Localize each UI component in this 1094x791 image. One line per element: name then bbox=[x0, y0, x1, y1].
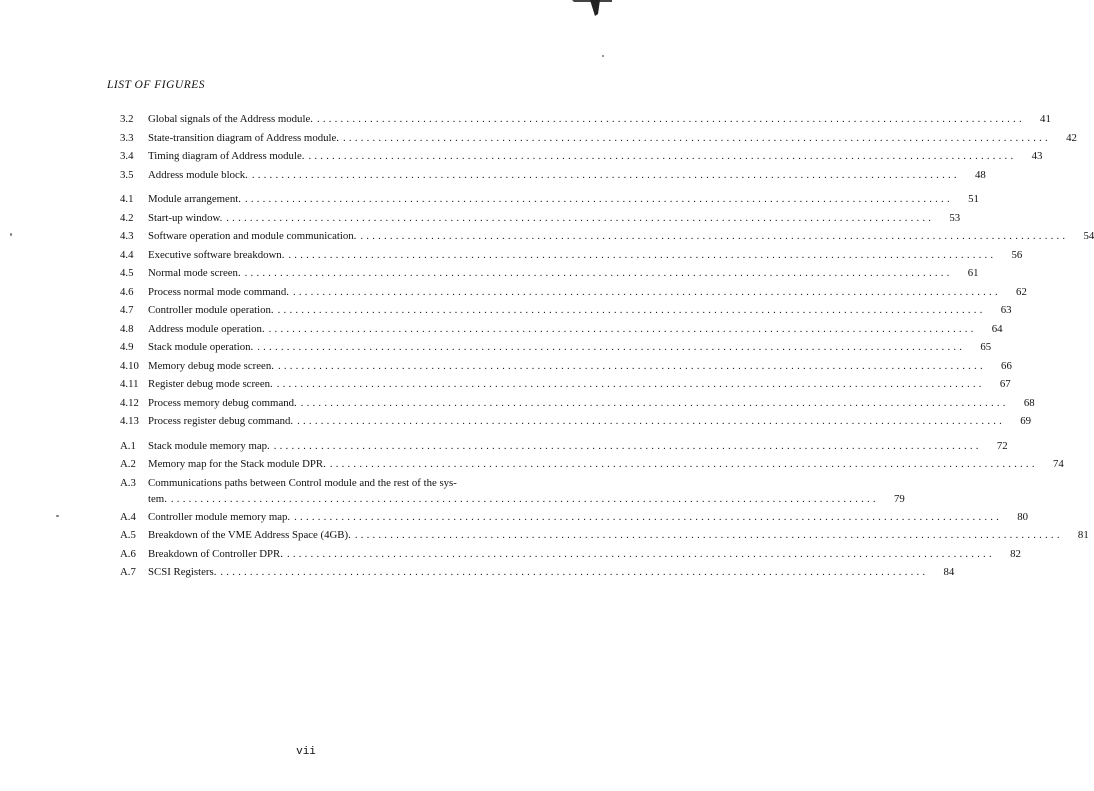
figure-number: 4.13 bbox=[120, 415, 139, 427]
figure-title: Normal mode screen. bbox=[148, 267, 241, 279]
figure-title: Process register debug command. bbox=[148, 415, 294, 427]
toc-entry bbox=[120, 415, 1032, 434]
figure-number: A.2 bbox=[120, 458, 136, 470]
figure-number: 3.3 bbox=[120, 131, 134, 144]
figure-number: 3.5 bbox=[120, 168, 134, 181]
figure-number: A.1 bbox=[120, 439, 136, 452]
toc-entry bbox=[120, 267, 979, 286]
toc-entry bbox=[120, 476, 905, 511]
figure-number: 4.6 bbox=[120, 285, 134, 298]
toc-entry bbox=[120, 529, 1089, 548]
figure-number: 4.3 bbox=[120, 230, 134, 242]
toc-entry-line bbox=[120, 492, 905, 511]
scan-speck bbox=[602, 55, 604, 57]
figure-title-continued: tem. bbox=[148, 492, 167, 505]
figure-title: Address module operation. bbox=[148, 322, 265, 335]
dot-leader: ........................................................................................................................ bbox=[316, 113, 1025, 125]
dot-leader: ........................................................................................................................ bbox=[343, 131, 1051, 144]
dot-leader: ........................................................................................................................ bbox=[288, 248, 997, 261]
figure-page: 63 bbox=[1000, 304, 1012, 316]
figure-page: 43 bbox=[1031, 150, 1043, 162]
figure-page: 51 bbox=[968, 193, 979, 205]
figure-number: 4.5 bbox=[120, 267, 134, 279]
figure-page: 72 bbox=[996, 439, 1008, 452]
figure-page: 41 bbox=[1040, 113, 1051, 125]
figure-title: Global signals of the Address module. bbox=[148, 113, 313, 125]
figure-title: Memory debug mode screen. bbox=[148, 359, 274, 372]
dot-leader: ........................................................................................................................ bbox=[244, 267, 953, 279]
dot-leader: ........................................................................................................................ bbox=[220, 566, 929, 578]
figure-number: A.3 bbox=[120, 476, 136, 489]
toc-entry bbox=[120, 396, 1035, 416]
figure-number: 4.11 bbox=[120, 378, 139, 390]
dot-leader: ........................................................................................................................ bbox=[244, 193, 953, 205]
toc-entry bbox=[120, 510, 1029, 530]
dot-leader: ........................................................................................................................ bbox=[360, 230, 1069, 242]
figure-page: 74 bbox=[1052, 458, 1064, 470]
figure-page: 54 bbox=[1083, 230, 1094, 242]
figure-number: 4.10 bbox=[120, 359, 139, 372]
toc-entry bbox=[120, 150, 1043, 169]
scan-speck bbox=[10, 233, 12, 236]
figure-number: A.5 bbox=[120, 529, 136, 541]
figure-title: Stack module memory map. bbox=[148, 439, 270, 452]
figure-page: 68 bbox=[1023, 396, 1035, 409]
dot-leader: ........................................................................................................................ bbox=[300, 396, 1009, 409]
page-heading: LIST OF FIGURES bbox=[107, 79, 206, 91]
figure-number: 4.8 bbox=[120, 322, 134, 335]
figure-page: 67 bbox=[999, 378, 1011, 390]
figure-page: 65 bbox=[980, 341, 992, 353]
dot-leader: ........................................................................................................................ bbox=[170, 492, 879, 505]
figure-page: 48 bbox=[974, 168, 986, 181]
figure-page: 79 bbox=[894, 492, 905, 505]
toc-entry bbox=[120, 341, 992, 360]
figure-title: Breakdown of the VME Address Space (4GB). bbox=[148, 529, 351, 541]
dot-leader: ........................................................................................................................ bbox=[277, 304, 986, 316]
figure-title: State-transition diagram of Address module. bbox=[148, 131, 340, 144]
toc-entry bbox=[120, 378, 1011, 397]
figure-page: 56 bbox=[1011, 248, 1023, 261]
figure-number: 4.4 bbox=[120, 248, 134, 261]
dot-leader: ........................................................................................................................ bbox=[268, 322, 977, 335]
figure-page: 84 bbox=[943, 566, 955, 578]
figure-number: A.6 bbox=[120, 547, 136, 560]
figure-title: Process memory debug command. bbox=[148, 396, 297, 409]
dot-leader: ........................................................................................................................ bbox=[329, 458, 1038, 470]
dot-leader: ........................................................................................................................ bbox=[286, 547, 995, 560]
figure-title: Process normal mode command. bbox=[148, 285, 289, 298]
figure-title: SCSI Registers. bbox=[148, 566, 217, 578]
figure-page: 53 bbox=[949, 211, 961, 224]
figure-title: Software operation and module communication. bbox=[148, 230, 357, 242]
toc-entry bbox=[120, 304, 1012, 323]
figure-number: 4.2 bbox=[120, 211, 134, 224]
figure-title: Register debug mode screen. bbox=[148, 378, 273, 390]
figure-title: Breakdown of Controller DPR. bbox=[148, 547, 283, 560]
toc-entry bbox=[120, 322, 1003, 342]
figure-title: Executive software breakdown. bbox=[148, 248, 285, 261]
figure-page: 81 bbox=[1077, 529, 1089, 541]
figure-title: Address module block. bbox=[148, 168, 248, 181]
dot-leader: ........................................................................................................................ bbox=[277, 359, 986, 372]
dot-leader: ........................................................................................................................ bbox=[257, 341, 966, 353]
list-of-figures bbox=[120, 113, 1094, 585]
toc-entry bbox=[120, 131, 1077, 151]
figure-number: A.7 bbox=[120, 566, 136, 578]
figure-number: 4.7 bbox=[120, 304, 134, 316]
dot-leader: ........................................................................................................................ bbox=[226, 211, 935, 224]
figure-number: 3.2 bbox=[120, 113, 134, 125]
page-corner-mark bbox=[552, 0, 612, 30]
scan-speck bbox=[56, 515, 59, 517]
figure-title: Memory map for the Stack module DPR. bbox=[148, 458, 326, 470]
figure-page: 61 bbox=[967, 267, 979, 279]
toc-entry bbox=[120, 193, 979, 212]
dot-leader: ........................................................................................................................ bbox=[308, 150, 1017, 162]
figure-number: 4.12 bbox=[120, 396, 139, 409]
toc-entry bbox=[120, 168, 986, 188]
toc-entry bbox=[120, 458, 1064, 477]
figure-title: Stack module operation. bbox=[148, 341, 254, 353]
figure-title: Module arrangement. bbox=[148, 193, 241, 205]
dot-leader: ........................................................................................................................ bbox=[276, 378, 985, 390]
figure-page: 82 bbox=[1010, 547, 1021, 560]
figure-number: A.4 bbox=[120, 510, 136, 523]
figure-page: 42 bbox=[1066, 131, 1077, 144]
figure-title: Start-up window. bbox=[148, 211, 223, 224]
toc-entry-line bbox=[120, 477, 527, 493]
figure-title: Communications paths between Control module and the rest of the sys- bbox=[148, 476, 457, 489]
toc-entry bbox=[120, 211, 961, 231]
toc-entry bbox=[120, 285, 1027, 305]
figure-page: 66 bbox=[1001, 359, 1012, 372]
toc-entry bbox=[120, 547, 1021, 567]
figure-number: 3.4 bbox=[120, 150, 134, 162]
figure-number: 4.9 bbox=[120, 341, 134, 353]
figure-title: Controller module memory map. bbox=[148, 510, 291, 523]
dot-leader: ........................................................................................................................ bbox=[273, 439, 982, 452]
dot-leader: ........................................................................................................................ bbox=[294, 510, 1003, 523]
toc-entry bbox=[120, 439, 1008, 459]
toc-entry bbox=[120, 230, 1094, 249]
figure-title: Timing diagram of Address module. bbox=[148, 150, 305, 162]
figure-title: Controller module operation. bbox=[148, 304, 274, 316]
dot-leader: ........................................................................................................................ bbox=[354, 529, 1063, 541]
dot-leader: ........................................................................................................................ bbox=[297, 415, 1006, 427]
figure-page: 64 bbox=[991, 322, 1003, 335]
toc-entry bbox=[120, 566, 955, 585]
figure-page: 80 bbox=[1017, 510, 1029, 523]
toc-entry bbox=[120, 113, 1051, 132]
figure-page: 69 bbox=[1020, 415, 1032, 427]
toc-entry bbox=[120, 359, 1012, 379]
page-number: vii bbox=[296, 746, 316, 758]
toc-entry bbox=[120, 248, 1023, 268]
dot-leader: ........................................................................................................................ bbox=[251, 168, 960, 181]
figure-page: 62 bbox=[1016, 285, 1027, 298]
dot-leader: ........................................................................................................................ bbox=[292, 285, 1001, 298]
figure-number: 4.1 bbox=[120, 193, 134, 205]
